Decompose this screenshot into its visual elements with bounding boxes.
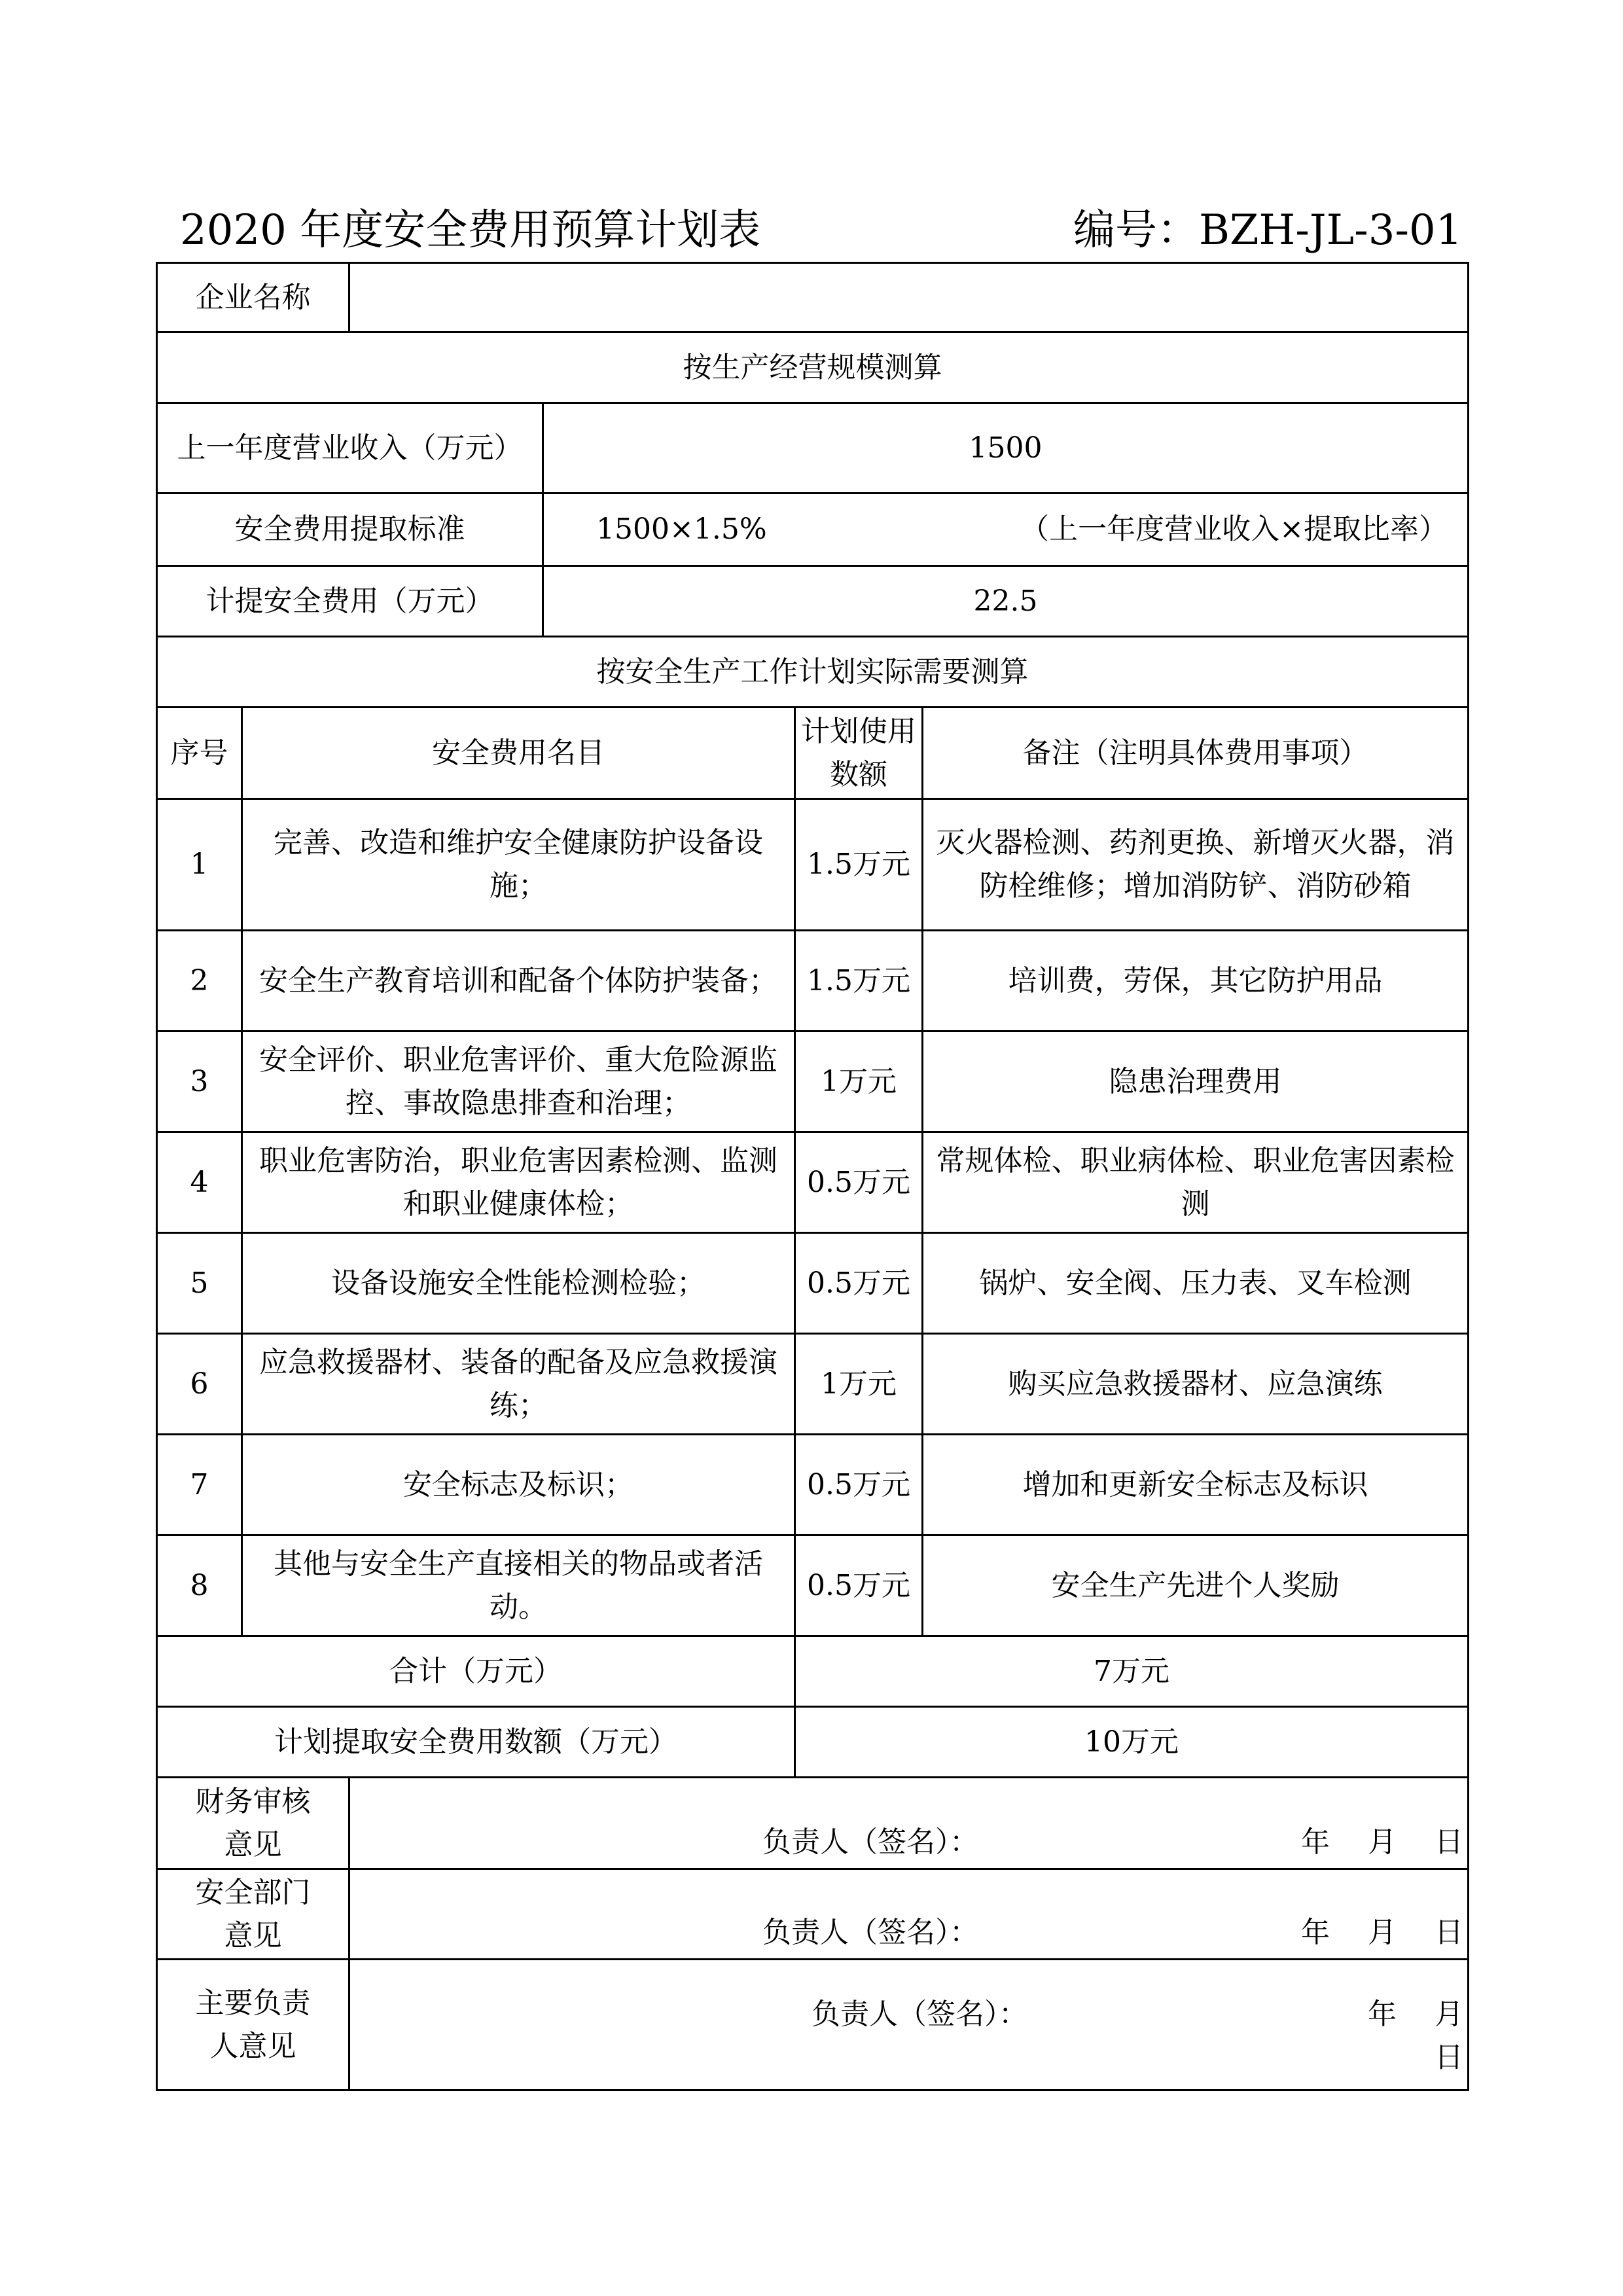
row-note: 隐患治理费用 xyxy=(923,1031,1469,1132)
total-row xyxy=(157,1636,1469,1707)
signer-label: 负责人（签名）： xyxy=(762,1825,978,1859)
revenue-row xyxy=(157,403,1469,493)
date-day: 日 xyxy=(1435,2041,1463,2074)
approval-label: 财务审核意见 xyxy=(157,1778,349,1869)
approval-row-finance xyxy=(157,1778,1469,1869)
total-value: 7万元 xyxy=(795,1636,1469,1707)
sign-date xyxy=(1301,1911,1463,1954)
standard-note: （上一年度营业收入×提取比率） xyxy=(1020,512,1448,546)
sign-date xyxy=(1365,1993,1463,2079)
accrued-value: 22.5 xyxy=(543,566,1469,637)
date-year: 年 xyxy=(1301,1916,1330,1949)
company-label: 企业名称 xyxy=(157,263,349,332)
table-row xyxy=(157,1132,1469,1233)
row-note: 培训费，劳保，其它防护用品 xyxy=(923,931,1469,1031)
row-note: 增加和更新安全标志及标识 xyxy=(923,1435,1469,1535)
approval-label: 安全部门意见 xyxy=(157,1869,349,1960)
table-row xyxy=(157,1435,1469,1535)
row-amount: 0.5万元 xyxy=(795,1535,923,1636)
accrued-row xyxy=(157,566,1469,637)
row-amount: 1万元 xyxy=(795,1031,923,1132)
row-item: 安全生产教育培训和配备个体防护装备； xyxy=(242,931,795,1031)
row-no: 1 xyxy=(157,799,242,931)
row-item: 设备设施安全性能检测检验； xyxy=(242,1233,795,1334)
company-value[interactable] xyxy=(349,263,1469,332)
planned-value: 10万元 xyxy=(795,1707,1469,1778)
row-item: 安全标志及标识； xyxy=(242,1435,795,1535)
row-note: 常规体检、职业病体检、职业危害因素检测 xyxy=(923,1132,1469,1233)
page-title: 2020 年度安全费用预算计划表 xyxy=(180,206,761,255)
date-year: 年 xyxy=(1301,1825,1330,1859)
col-header-amount: 计划使用数额 xyxy=(795,708,923,799)
plan-section-heading: 按安全生产工作计划实际需要测算 xyxy=(157,637,1469,708)
scale-section-heading: 按生产经营规模测算 xyxy=(157,332,1469,403)
date-month: 月 xyxy=(1435,1998,1463,2031)
row-no: 2 xyxy=(157,931,242,1031)
date-month: 月 xyxy=(1368,1825,1397,1859)
row-amount: 0.5万元 xyxy=(795,1132,923,1233)
row-item: 职业危害防治，职业危害因素检测、监测和职业健康体检； xyxy=(242,1132,795,1233)
standard-label: 安全费用提取标准 xyxy=(157,493,543,566)
approval-sign-area[interactable] xyxy=(349,1960,1469,2090)
date-day: 日 xyxy=(1435,1825,1463,1859)
company-row xyxy=(157,263,1469,332)
col-header-item: 安全费用名目 xyxy=(242,708,795,799)
sign-date xyxy=(1301,1821,1463,1864)
budget-table xyxy=(156,262,1469,2091)
row-note: 锅炉、安全阀、压力表、叉车检测 xyxy=(923,1233,1469,1334)
standard-formula: 1500×1.5% xyxy=(596,512,767,546)
approval-row-safety xyxy=(157,1869,1469,1960)
row-amount: 0.5万元 xyxy=(795,1233,923,1334)
table-row xyxy=(157,1334,1469,1435)
row-no: 7 xyxy=(157,1435,242,1535)
approval-label: 主要负责人意见 xyxy=(157,1960,349,2090)
column-header-row xyxy=(157,708,1469,799)
date-month: 月 xyxy=(1368,1916,1397,1949)
table-row xyxy=(157,799,1469,931)
row-no: 5 xyxy=(157,1233,242,1334)
table-row xyxy=(157,1233,1469,1334)
revenue-value: 1500 xyxy=(543,403,1469,493)
row-no: 8 xyxy=(157,1535,242,1636)
date-day: 日 xyxy=(1435,1916,1463,1949)
row-amount: 1.5万元 xyxy=(795,931,923,1031)
date-year: 年 xyxy=(1368,1998,1397,2031)
scale-heading-row xyxy=(157,332,1469,403)
col-header-no: 序号 xyxy=(157,708,242,799)
table-row xyxy=(157,1031,1469,1132)
plan-heading-row xyxy=(157,637,1469,708)
col-header-note: 备注（注明具体费用事项） xyxy=(923,708,1469,799)
planned-label: 计划提取安全费用数额（万元） xyxy=(157,1707,795,1778)
row-amount: 1万元 xyxy=(795,1334,923,1435)
row-item: 安全评价、职业危害评价、重大危险源监控、事故隐患排查和治理； xyxy=(242,1031,795,1132)
accrued-label: 计提安全费用（万元） xyxy=(157,566,543,637)
approval-sign-area[interactable] xyxy=(349,1778,1469,1869)
revenue-label: 上一年度营业收入（万元） xyxy=(157,403,543,493)
approval-sign-area[interactable] xyxy=(349,1869,1469,1960)
form-code: 编号：BZH-JL-3-01 xyxy=(1073,206,1463,255)
total-label: 合计（万元） xyxy=(157,1636,795,1707)
row-no: 3 xyxy=(157,1031,242,1132)
row-item: 其他与安全生产直接相关的物品或者活动。 xyxy=(242,1535,795,1636)
row-amount: 0.5万元 xyxy=(795,1435,923,1535)
signer-label: 负责人（签名）： xyxy=(812,1998,1027,2031)
row-note: 安全生产先进个人奖励 xyxy=(923,1535,1469,1636)
row-amount: 1.5万元 xyxy=(795,799,923,931)
row-item: 应急救援器材、装备的配备及应急救援演练； xyxy=(242,1334,795,1435)
row-note: 购买应急救援器材、应急演练 xyxy=(923,1334,1469,1435)
table-row xyxy=(157,931,1469,1031)
standard-row xyxy=(157,493,1469,566)
row-item: 完善、改造和维护安全健康防护设备设施； xyxy=(242,799,795,931)
row-note: 灭火器检测、药剂更换、新增灭火器，消防栓维修；增加消防铲、消防砂箱 xyxy=(923,799,1469,931)
signer-label: 负责人（签名）： xyxy=(762,1916,978,1949)
table-row xyxy=(157,1535,1469,1636)
row-no: 6 xyxy=(157,1334,242,1435)
planned-row xyxy=(157,1707,1469,1778)
approval-row-principal xyxy=(157,1960,1469,2090)
standard-cell xyxy=(543,493,1469,566)
row-no: 4 xyxy=(157,1132,242,1233)
